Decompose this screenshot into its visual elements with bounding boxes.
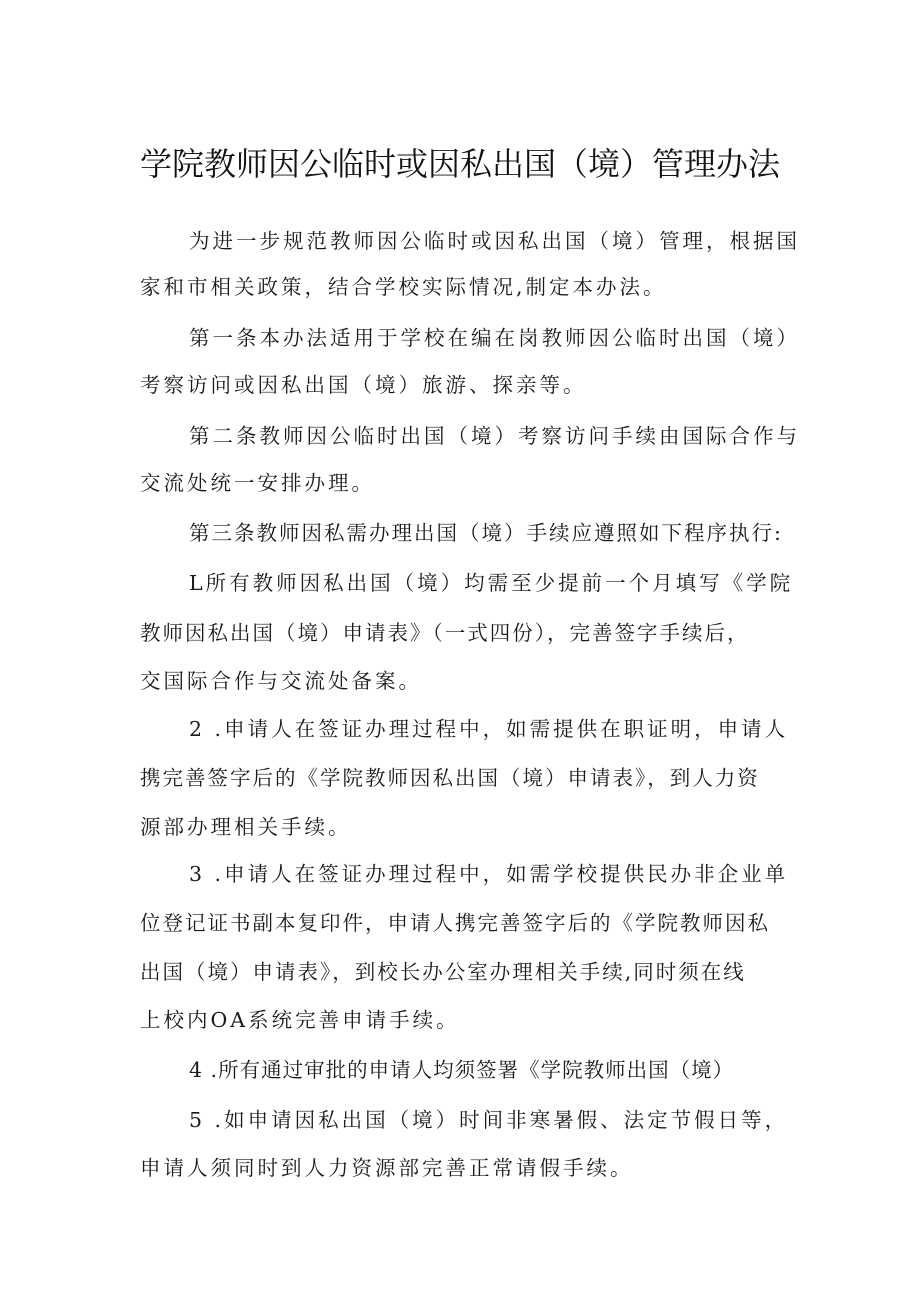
article-2-line-2: 交流处统一安排办理。: [140, 471, 375, 495]
document-title: 学院教师因公临时或因私出国（境）管理办法: [139, 145, 780, 183]
item-1-line-3: 交国际合作与交流处备案。: [140, 669, 422, 693]
item-3-line-1: 3 .申请人在签证办理过程中，如需学校提供民办非企业单: [189, 862, 789, 886]
item-3-line-2: 位登记证书副本复印件，申请人携完善签字后的《学院教师因私: [140, 911, 770, 935]
paragraph-intro-line-2: 家和市相关政策，结合学校实际情况,制定本办法。: [140, 275, 667, 299]
item-5-line-1: 5 .如申请因私出国（境）时间非寒暑假、法定节假日等，: [189, 1108, 789, 1132]
item-3-line-4: 上校内OA系统完善申请手续。: [140, 1008, 460, 1032]
article-1-line-1: 第一条本办法适用于学校在编在岗教师因公临时出国（境）: [189, 326, 800, 350]
item-1-line-2: 教师因私出国（境）申请表》（一式四份），完善签字手续后，: [140, 621, 750, 645]
item-2-line-3: 源部办理相关手续。: [140, 815, 352, 839]
item-3-line-3: 出国（境）申请表》，到校长办公室办理相关手续,同时须在线: [140, 960, 746, 984]
article-2-line-1: 第二条教师因公临时出国（境）考察访问手续由国际合作与: [189, 424, 800, 448]
item-1-line-1: L所有教师因私出国（境）均需至少提前一个月填写《学院: [189, 571, 794, 595]
article-3-line-1: 第三条教师因私需办理出国（境）手续应遵照如下程序执行:: [189, 521, 783, 545]
item-5-line-2: 申请人须同时到人力资源部完善正常请假手续。: [140, 1156, 634, 1180]
item-2-line-1: 2 .申请人在签证办理过程中，如需提供在职证明，申请人: [189, 717, 789, 741]
item-4-line-1: 4 .所有通过审批的申请人均须签署《学院教师出国（境）: [189, 1058, 735, 1082]
paragraph-intro-line-1: 为进一步规范教师因公临时或因私出国（境）管理，根据国: [189, 229, 800, 253]
item-2-line-2: 携完善签字后的《学院教师因私出国（境）申请表》，到人力资: [140, 766, 760, 790]
article-1-line-2: 考察访问或因私出国（境）旅游、探亲等。: [140, 373, 587, 397]
